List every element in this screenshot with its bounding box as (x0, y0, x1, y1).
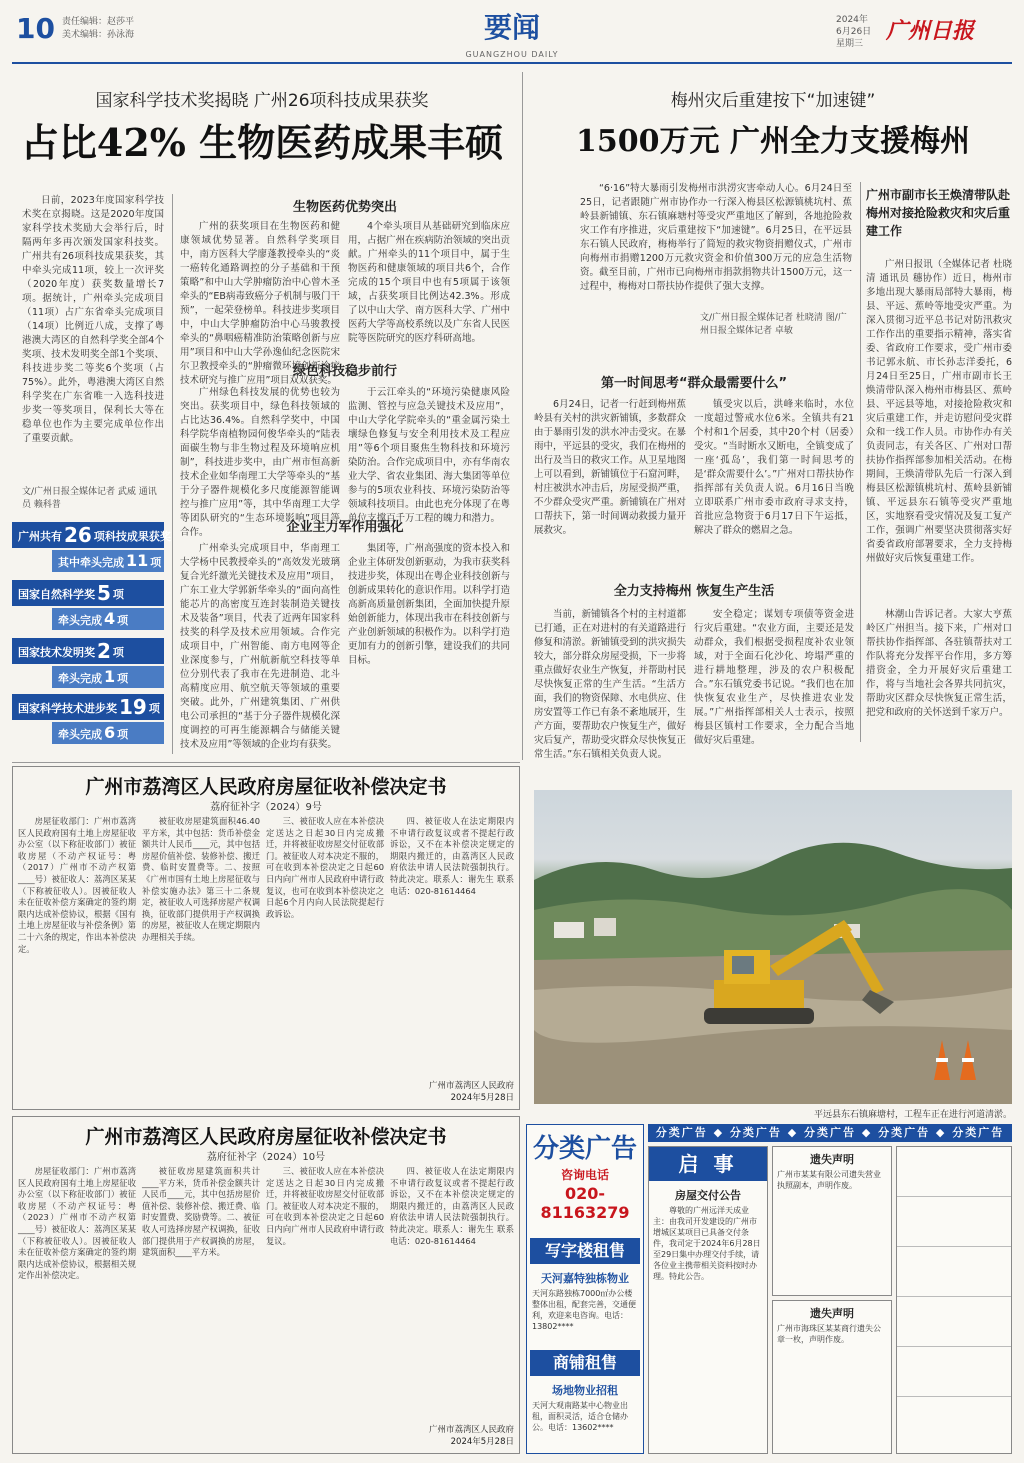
notice-1-col-1: 房屋征收部门：广州市荔湾区人民政府国有土地上房屋征收办公室（以下称征收部门）被征收房屋（不动产权证号：粤（2017）广州市不动产权第____号）被征收人：荔湾区某某（下称被征收人）。因被征收人未在征收补偿方案确定的签约期限内达成补偿协议，根据《国有土地上房屋征收与补偿条例》第二十六条的规定，作出本补偿决定。 (18, 816, 136, 954)
lost-notice-1 (772, 1146, 892, 1296)
notice-2-number: 荔府征补字（2024）10号 (206, 1152, 326, 1163)
notice-2-date: 2024年5月28日 (450, 1437, 514, 1447)
section-subtitle: GUANGZHOU DAILY (465, 50, 559, 59)
photo-caption: 平远县东石镇麻塘村，工程车正在进行河道清淤。 (813, 1110, 1012, 1120)
shop-rent-banner: 商铺租售 (530, 1350, 640, 1376)
right-sub2-col3: 林潮山告诉记者。大家大亨蕉岭区广州担当。接下来，广州对口帮扶协作指挥部、各驻镇帮扶对工作队将充分发挥平台作用，多方筹措资金，全力开展好灾后重建工作，将与当地社会各界共同抗灾，帮助灾区群众尽快恢复正常生活，把党和政府的关怀送到千家万户。 (866, 609, 1012, 718)
column-rule (172, 194, 173, 754)
section-title: 要闻 (483, 11, 540, 44)
date-year: 2024年 (836, 15, 868, 25)
editors (62, 16, 134, 42)
notice-ad-heading: 启 事 (649, 1147, 767, 1181)
notice-2-col-2: 被征收房屋建筑面积共计____平方米，货币补偿金额共计人民币____元，其中包括房屋价值补偿、装修补偿、搬迁费、临时安置费、奖励费等。二、被征收人可选择房屋产权调换，征收部门提供用于产权调换的房屋，建筑面积____平方米。 (142, 1166, 260, 1258)
stat-unit: 项科技成果获奖 (93, 530, 171, 543)
small-ad-slot (897, 1347, 1011, 1397)
notice-ad-subtitle: 房屋交付公告 (675, 1189, 741, 1202)
classifieds-brand: 分类广告 (532, 1134, 637, 1164)
stat-label: 国家技术发明奖 (18, 646, 95, 659)
stat-number: 6 (104, 723, 116, 742)
stat-number: 4 (104, 609, 116, 628)
left-subhead-1: 生物医药优势突出 (292, 200, 397, 215)
stat-number: 19 (119, 695, 147, 719)
small-ad-slot (897, 1147, 1011, 1197)
right-subhead-2: 全力支持梅州 恢复生产生活 (613, 584, 775, 599)
stat-number: 2 (97, 639, 111, 663)
right-byline: 文/广州日报全媒体记者 杜晓清 图/广州日报全媒体记者 卓敏 (700, 313, 847, 336)
stat-number: 26 (64, 523, 92, 547)
stat-label: 其中牵头完成 (58, 556, 124, 569)
newspaper-logo: 广州日报 (886, 18, 975, 44)
notice-1-title: 广州市荔湾区人民政府房屋征收补偿决定书 (85, 776, 447, 798)
stat-label: 牵头完成 (58, 614, 102, 627)
stat-unit: 项 (112, 588, 124, 601)
right-kicker: 梅州灾后重建按下“加速键” (670, 91, 876, 111)
stat-label: 牵头完成 (58, 728, 102, 741)
section-rule (12, 762, 520, 763)
notice-1-col-3: 三、被征收人应在本补偿决定送达之日起30日内完成搬迁，并将被征收房屋交付征收部门。被征收人对本决定不服的，可在收到本补偿决定之日起60日内向广州市人民政府申请行政复议，也可在收到本补偿决定之日起6个月内向人民法院提起行政诉讼。 (266, 816, 384, 919)
stat-unit: 项 (117, 672, 129, 685)
left-lead: 日前，2023年度国家科学技术奖在京揭晓。这是2020年度国家科学技术奖励大会举行后，时隔两年多再次颁发国家科技奖。广州共有26项科技成果获奖，其中牵头完成11项，较上一次评奖（2020年度）获奖数量增长7项。据统计，广州牵头完成项目（11项）占广东省牵头完成项目（14项）比例近八成，支撑了粤港澳大湾区的自然科学奖全部4个奖项、技术发明奖全部1个奖项、科技进步奖二等奖6个奖项（占75%）。此外，粤港澳大湾区自然科学奖在广东省唯一入选科技进步奖一等奖项目，保利长大等在稳单位也作为主要完成单位作出了重要贡献。 (22, 195, 164, 444)
stat-natural-science (12, 580, 164, 634)
notice-1-issuer: 广州市荔湾区人民政府 (428, 1081, 514, 1091)
lost-notice-2 (772, 1300, 892, 1454)
office-company: 天河嘉特独栋物业 (541, 1272, 629, 1285)
right-sub1-col2: 镇受灾以后，洪峰来临时，水位一度超过警戒水位6米。全镇共有21个村和1个居委，其中20个村（居委）受灾。“当时断水又断电，全镇变成了一座‘孤岛’，我们第一时间思考的是‘群众需要什么’。”广州对口帮扶协作指挥部有关负责人说。6月16日当晚立即联系广州市委市政府寻求支持，首批应急物资于6月17日下午运抵，解决了群众的燃眉之急。 (694, 399, 854, 536)
right-sidebar-text: 广州日报讯（全媒体记者 杜晓清 通讯员 穗协作）近日，梅州市多地出现大暴雨局部特大暴雨，梅县、平远、蕉岭等地受灾严重。为深入贯彻习近平总书记对防汛救灾工作作出的重要指示精神，落实省委、省政府工作要求，受广州市委书记郭永航、市长孙志洋委托，6月24日至25日，广州市副市长王焕清带队深入梅州市梅县区、蕉岭县、平远县等地，对接抢险救灾和灾后重建工作，并走访慰问受灾群众和一线工作人员。市协作办有关负责同志，有关各区、广州对口帮扶协作指挥部参加相关活动。在梅期间，王焕清带队先后一行深入到梅县区松源镇桃坑村、蕉岭县新铺镇、平远县东石镇等受灾严重地区，实地察看受灾情况及复工复产工作，强调广州要坚决贯彻落实好省委省政府部署要求，全力支持梅州做好灾后恢复重建工作。 (866, 259, 1012, 564)
notice-1-col-2: 被征收房屋建筑面积46.40平方米，其中包括：货币补偿金额共计人民币____元，其中包括房屋价值补偿、装修补偿、搬迁费、临时安置费等。二、按照《广州市国有土地上房屋征收与补偿实施办法》第三十二条规定，被征收人可选择房屋产权调换，征收部门提供用于产权调换的房屋，被征收人在规定期限内办理相关手续。 (142, 816, 260, 942)
top-rule (12, 62, 1012, 64)
notice-2-col-4: 四、被征收人在法定期限内不申请行政复议或者不提起行政诉讼，又不在本补偿决定规定的期限内搬迁的，由荔湾区人民政府依法申请人民法院强制执行。特此决定。联系人：谢先生 联系电话：020-81614464 (390, 1166, 514, 1246)
stat-number: 1 (104, 667, 116, 686)
stat-number: 11 (126, 551, 149, 570)
small-ad-slot (897, 1247, 1011, 1297)
notice-2-signature (390, 1424, 514, 1448)
right-lead: “6·16”特大暴雨引发梅州市洪涝灾害牵动人心。6月24日至25日，记者跟随广州市协作办一行深入梅县区松源镇桃坑村、蕉岭县新铺镇、东石镇麻塘村等受灾严重地区了解到，各地抢险救灾工作有序推进，灾后重建按下“加速键”。6月25日，在平远县东石镇人民政府，梅梅举行了简短的救灾物资捐赠仪式，广州市向梅州市捐赠1200万元救灾资金和价值300万元的应急生活物资。截至目前，广州市已向梅州市捐款捐物共计1500万元，这一过程中，梅梅对口帮扶协作提供了强大支撑。 (580, 183, 852, 292)
right-subhead-1: 第一时间思考“群众最需要什么” (600, 376, 788, 391)
left-sub1-col1: 广州的获奖项目在生物医药和健康领域优势显著。自然科学奖项目中，南方医科大学廖蓬教授牵头的“炎一癌转化通路调控的分子基础和干预策略”和中山大学肿瘤防治中心曾木圣牵头的“EB病毒致癌分子机制与吸门干预”，一起荣登榜单。科技进步奖项目中，中山大学肿瘤防治中心马骏教授牵头的“鼻咽癌精准防治策略创新与应用”项目和中山大学孙逸仙纪念医院宋尔卫教授牵头的“肿瘤微环境创新诊疗技术研究与推广应用”项目双双获奖。 (180, 221, 340, 386)
notice-1-signature (390, 1080, 514, 1104)
right-sub2-col1: 当前，新铺镇各个村的主村道都已打通，正在对进村的有关道路进行修复和清淤。新铺镇受到的洪灾损失较大，部分群众房屋受损，下一步将重点做好农业生产恢复，并帮助村民尽快恢复正常的生产生活。“生活方面，我们的物资保障、水电供应、住房安置等工作已有条不紊地展开，生产方面，要帮助农户恢复生产，做好灾后复产，帮助受灾群众尽快恢复正常生活。”东石镇相关负责人说。 (534, 609, 687, 760)
stat-unit: 项 (150, 556, 162, 569)
hotline-number: 020-81163279 (540, 1184, 630, 1222)
date-weekday: 星期三 (836, 39, 864, 49)
stat-label: 国家科学技术进步奖 (18, 702, 117, 715)
news-photo (534, 790, 1012, 1104)
notice-2-col-1: 房屋征收部门：广州市荔湾区人民政府国有土地上房屋征收办公室（以下称征收部门）被征收房屋（不动产权证号：粤（2023）广州市不动产权第____号）被征收人：荔湾区某某（下称被征收人）。因被征收人未在征收补偿方案确定的签约期限内达成补偿协议，根据相关规定作出补偿决定。 (18, 1166, 136, 1281)
small-ad-slot (897, 1297, 1011, 1347)
left-kicker: 国家科学技术奖揭晓 广州26项科技成果获奖 (95, 91, 429, 111)
notice-ad-text: 尊敬的广州远洋天成业主：由我司开发建设的广州市增城区某项目已具备交付条件，我司定于2024年6月28日至29日集中办理交付手续，请各位业主携带相关资料按时办理。特此公告。 (653, 1206, 761, 1281)
right-sub2-col2: 安全稳定；谋划专项债等资金进行灾后重建。“农业方面，主要还是发动群众，我们根据受损程度补农业领域，对于全面石化沙化、垮塌严重的进行耕地整理，涉及的农户积极配合。”东石镇党委书记说。“我们也在加快恢复农业生产，尽快推进农业发展。”广州指挥部相关人士表示，按照梅县区镇村工作要求，全力配合当地做好灾后重建。 (694, 609, 854, 746)
small-ads-column (896, 1146, 1012, 1454)
page-number: 10 (16, 12, 55, 45)
classifieds-banner: 分类广告 ◆ 分类广告 ◆ 分类广告 ◆ 分类广告 ◆ 分类广告 (648, 1124, 1012, 1142)
editor-line: 美术编辑：孙泳海 (62, 30, 135, 40)
notice-1-col-4: 四、被征收人在法定期限内不申请行政复议或者不提起行政诉讼，又不在本补偿决定规定的期限内搬迁的，由荔湾区人民政府依法申请人民法院强制执行。特此决定。联系人：谢先生 联系电话：020-81614464 (390, 816, 514, 896)
right-headline: 1500万元 广州全力支援梅州 (576, 124, 970, 159)
stat-label: 牵头完成 (58, 672, 102, 685)
left-sub1-col2: 4个牵头项目从基础研究到临床应用，占据广州在疾病防治领域的突出贡献。广州牵头的11个项目中，属于生物医药和健康领域的项目共6个，合作完成的15个项目中也有5项属于该领域，占获奖项目比例达42.3%。形成了以中山大学、南方医科大学、广州中医药大学等高校系统以及广东省人民医院等医院研究的医疗科研高地。 (348, 221, 510, 344)
left-sub3-col2: 集团等，广州高强度的资本投入和企业主体研发创新驱动，为我市获奖科技进步奖，体现出在粤企业科技创新与创新成果转化的意识作用。以科学打造高新高质量创新集团，全面加快提升原始创新能力，体现出我市在科技创新与产业创新领域的积极作为。以科学打造更加有力的创新引擎，建设我们的共同目标。 (348, 543, 510, 666)
stat-invention (12, 638, 164, 692)
left-sub2-col2: 于云江牵头的“环境污染健康风险监测、管控与应急关键技术及应用”，中山大学化学院牵头的“重金属污染土壤绿色修复与安全利用技术及工程应用”等6个项目聚焦生物科技和环境污染防治。合作完成项目中，亦有华南农业大学、省农业集团、海大集团等单位参与的5项农业科技、环境污染防治等领域科技项目。由此也充分体现了在粤单位支撑百千万工程的魄力和潜力。 (348, 387, 510, 524)
stat-total (12, 522, 171, 576)
left-headline: 占比42% 生物医药成果丰硕 (20, 120, 504, 165)
stat-label: 广州共有 (18, 530, 62, 543)
excavator-riverbed-illustration (534, 790, 1012, 1104)
column-rule (860, 182, 861, 742)
lost-notice-1-title: 遗失声明 (810, 1153, 854, 1166)
left-byline: 文/广州日报全媒体记者 武威 通讯员 赖科普 (22, 487, 157, 510)
stat-unit: 项 (148, 702, 160, 715)
stat-unit: 项 (117, 614, 129, 627)
right-sidebar-title: 广州市副市长王焕清带队赴梅州对接抢险救灾和灾后重建工作 (866, 188, 1011, 238)
editor-line: 责任编辑：赵莎平 (62, 17, 135, 27)
right-sub1-col1: 6月24日，记者一行赶到梅州蕉岭县有关村的洪灾新铺镇，多数群众由于暴雨引发的洪水冲击受灾。在暴雨中，平远县的受灾，我们在梅州的出行及当日的救灾工作。从卫星地图上可以看到，新铺镇位于石窟河畔，村庄被洪水冲击后，房屋受损严重，不少群众受灾严重。新铺镇在广州对口帮扶下，第一时间调动救援力量开展救灾。 (534, 399, 687, 536)
notice-2-title: 广州市荔湾区人民政府房屋征收补偿决定书 (85, 1126, 447, 1148)
shop-company: 场地物业招租 (552, 1384, 618, 1397)
stat-unit: 项 (117, 728, 129, 741)
center-rule (522, 72, 523, 760)
notice-1-date: 2024年5月28日 (450, 1093, 514, 1103)
notice-2-col-3: 三、被征收人应在本补偿决定送达之日起30日内完成搬迁，并将被征收房屋交付征收部门。被征收人对本决定不服的，可在收到本补偿决定之日起60日内向广州市人民政府申请行政复议。 (266, 1166, 384, 1246)
notice-2-issuer: 广州市荔湾区人民政府 (428, 1425, 514, 1435)
shop-ad-text: 天河大观南路某中心物业出租，面积灵活，适合仓储办公。电话：13602**** (532, 1401, 628, 1432)
lost-notice-1-text: 广州市某某有限公司遗失营业执照副本，声明作废。 (777, 1170, 881, 1190)
stat-number: 5 (97, 581, 111, 605)
office-ad-text: 天河东路独栋7000㎡办公楼整体出租，配套完善，交通便利，欢迎来电咨询。电话：13802**** (532, 1289, 636, 1331)
stat-label: 国家自然科学奖 (18, 588, 95, 601)
left-sub3-col1: 广州牵头完成项目中，华南理工大学杨中民教授牵头的“高效发光玻璃复合光纤激光关键技术及应用”项目，广东工业大学郭新华牵头的“面向高性能芯片的高密度互连封装制造关键技术及装备”项目，代表了近两年国家科技奖的科学及技术应用领域。合作完成项目中，广州智能、南方电网等企业深度参与，广州航新航空科技等单位分别代表了我市在先进制造、北斗高精度应用、航空航天等领域的重要突破。此外，广州建筑集团、广州供电公司承担的“基于分子器件规模化深度调控的可再生能源耦合与储能关键技术及应用”等领域的企业均有获奖。 (180, 543, 340, 750)
masthead (0, 0, 1024, 62)
office-rent-banner: 写字楼租售 (530, 1238, 640, 1264)
left-subhead-2: 绿色科技稳步前行 (292, 364, 397, 379)
lost-notice-2-title: 遗失声明 (810, 1307, 854, 1320)
lost-notice-2-text: 广州市海珠区某某商行遗失公章一枚，声明作废。 (777, 1324, 881, 1344)
small-ad-slot (897, 1197, 1011, 1247)
date-day: 6月26日 (836, 27, 872, 37)
stat-progress (12, 694, 164, 748)
left-subhead-3: 企业主力军作用强化 (286, 520, 404, 535)
stat-unit: 项 (112, 646, 124, 659)
issue-date (836, 14, 871, 50)
hotline-label: 咨询电话 (560, 1168, 609, 1182)
notice-ad-box (648, 1146, 768, 1454)
notice-1-number: 荔府征补字（2024）9号 (210, 802, 322, 813)
left-sub2-col1: 广州绿色科技发展的优势也较为突出。获奖项目中，绿色科技领域的占比达36.4%。自然科学奖中，中国科学院华南植物园何俊华牵头的“陆表面碳生物与非生物过程及环境响应机制”，科技进步奖中，由广州市恒高新技术企业如华南理工大学等牵头的“基于分子器件规模化多尺度能源智能调控与推广应用”等，其中华南理工大学等团队研究的“生态环境影响”项目等合作。 (180, 387, 340, 538)
